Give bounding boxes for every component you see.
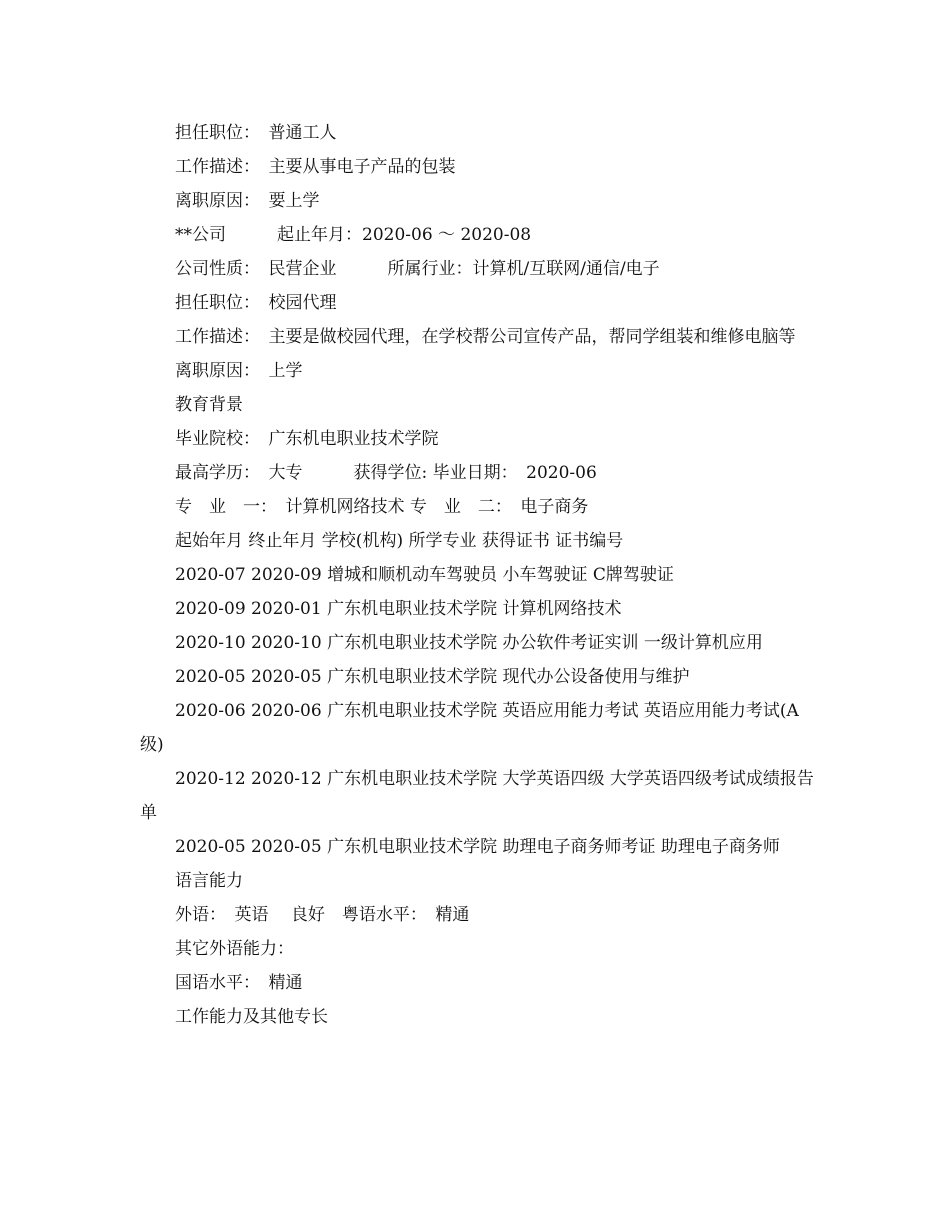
paragraph-position-1: 担任职位： 普通工人 [175,123,337,143]
paragraph-position-2: 担任职位： 校园代理 [175,293,337,313]
paragraph-foreign-language: 外语： 英语 良好 粤语水平： 精通 [175,905,470,925]
education-row: 2020-06 2020-06 广东机电职业技术学院 英语应用能力考试 英语应用能力考试(A级) [140,701,799,755]
paragraph-description-2: 工作描述： 主要是做校园代理，在学校帮公司宣传产品，帮同学组装和维修电脑等 [175,327,796,347]
education-row: 2020-05 2020-05 广东机电职业技术学院 助理电子商务师考证 助理电子商务师 [175,837,780,857]
section-heading-skills: 工作能力及其他专长 [175,1007,328,1027]
section-heading-language: 语言能力 [175,871,243,891]
education-row: 2020-07 2020-09 增城和顺机动车驾驶员 小车驾驶证 C牌驾驶证 [175,565,674,585]
paragraph-other-language: 其它外语能力： [175,939,294,959]
paragraph-mandarin: 国语水平： 精通 [175,973,303,993]
section-heading-education: 教育背景 [175,395,243,415]
education-row: 2020-10 2020-10 广东机电职业技术学院 办公软件考证实训 一级计算机应用 [175,633,763,653]
education-row: 2020-12 2020-12 广东机电职业技术学院 大学英语四级 大学英语四级考试成绩报告单 [140,769,814,823]
document-body [140,116,820,1034]
paragraph-degree: 最高学历： 大专 获得学位: 毕业日期： 2020-06 [175,463,597,483]
paragraph-company-nature: 公司性质： 民营企业 所属行业：计算机/互联网/通信/电子 [175,259,660,279]
paragraph-leave-reason-1: 离职原因： 要上学 [175,191,320,211]
education-row: 2020-05 2020-05 广东机电职业技术学院 现代办公设备使用与维护 [175,667,690,687]
paragraph-majors: 专 业 一： 计算机网络技术 专 业 二： 电子商务 [175,497,589,517]
paragraph-school: 毕业院校： 广东机电职业技术学院 [175,429,439,449]
paragraph-leave-reason-2: 离职原因： 上学 [175,361,303,381]
education-row: 2020-09 2020-01 广东机电职业技术学院 计算机网络技术 [175,599,622,619]
education-table-header: 起始年月 终止年月 学校(机构) 所学专业 获得证书 证书编号 [175,531,624,551]
paragraph-company-period: **公司 起止年月：2020-06 ～ 2020-08 [175,225,532,245]
paragraph-description-1: 工作描述： 主要从事电子产品的包装 [175,157,456,177]
